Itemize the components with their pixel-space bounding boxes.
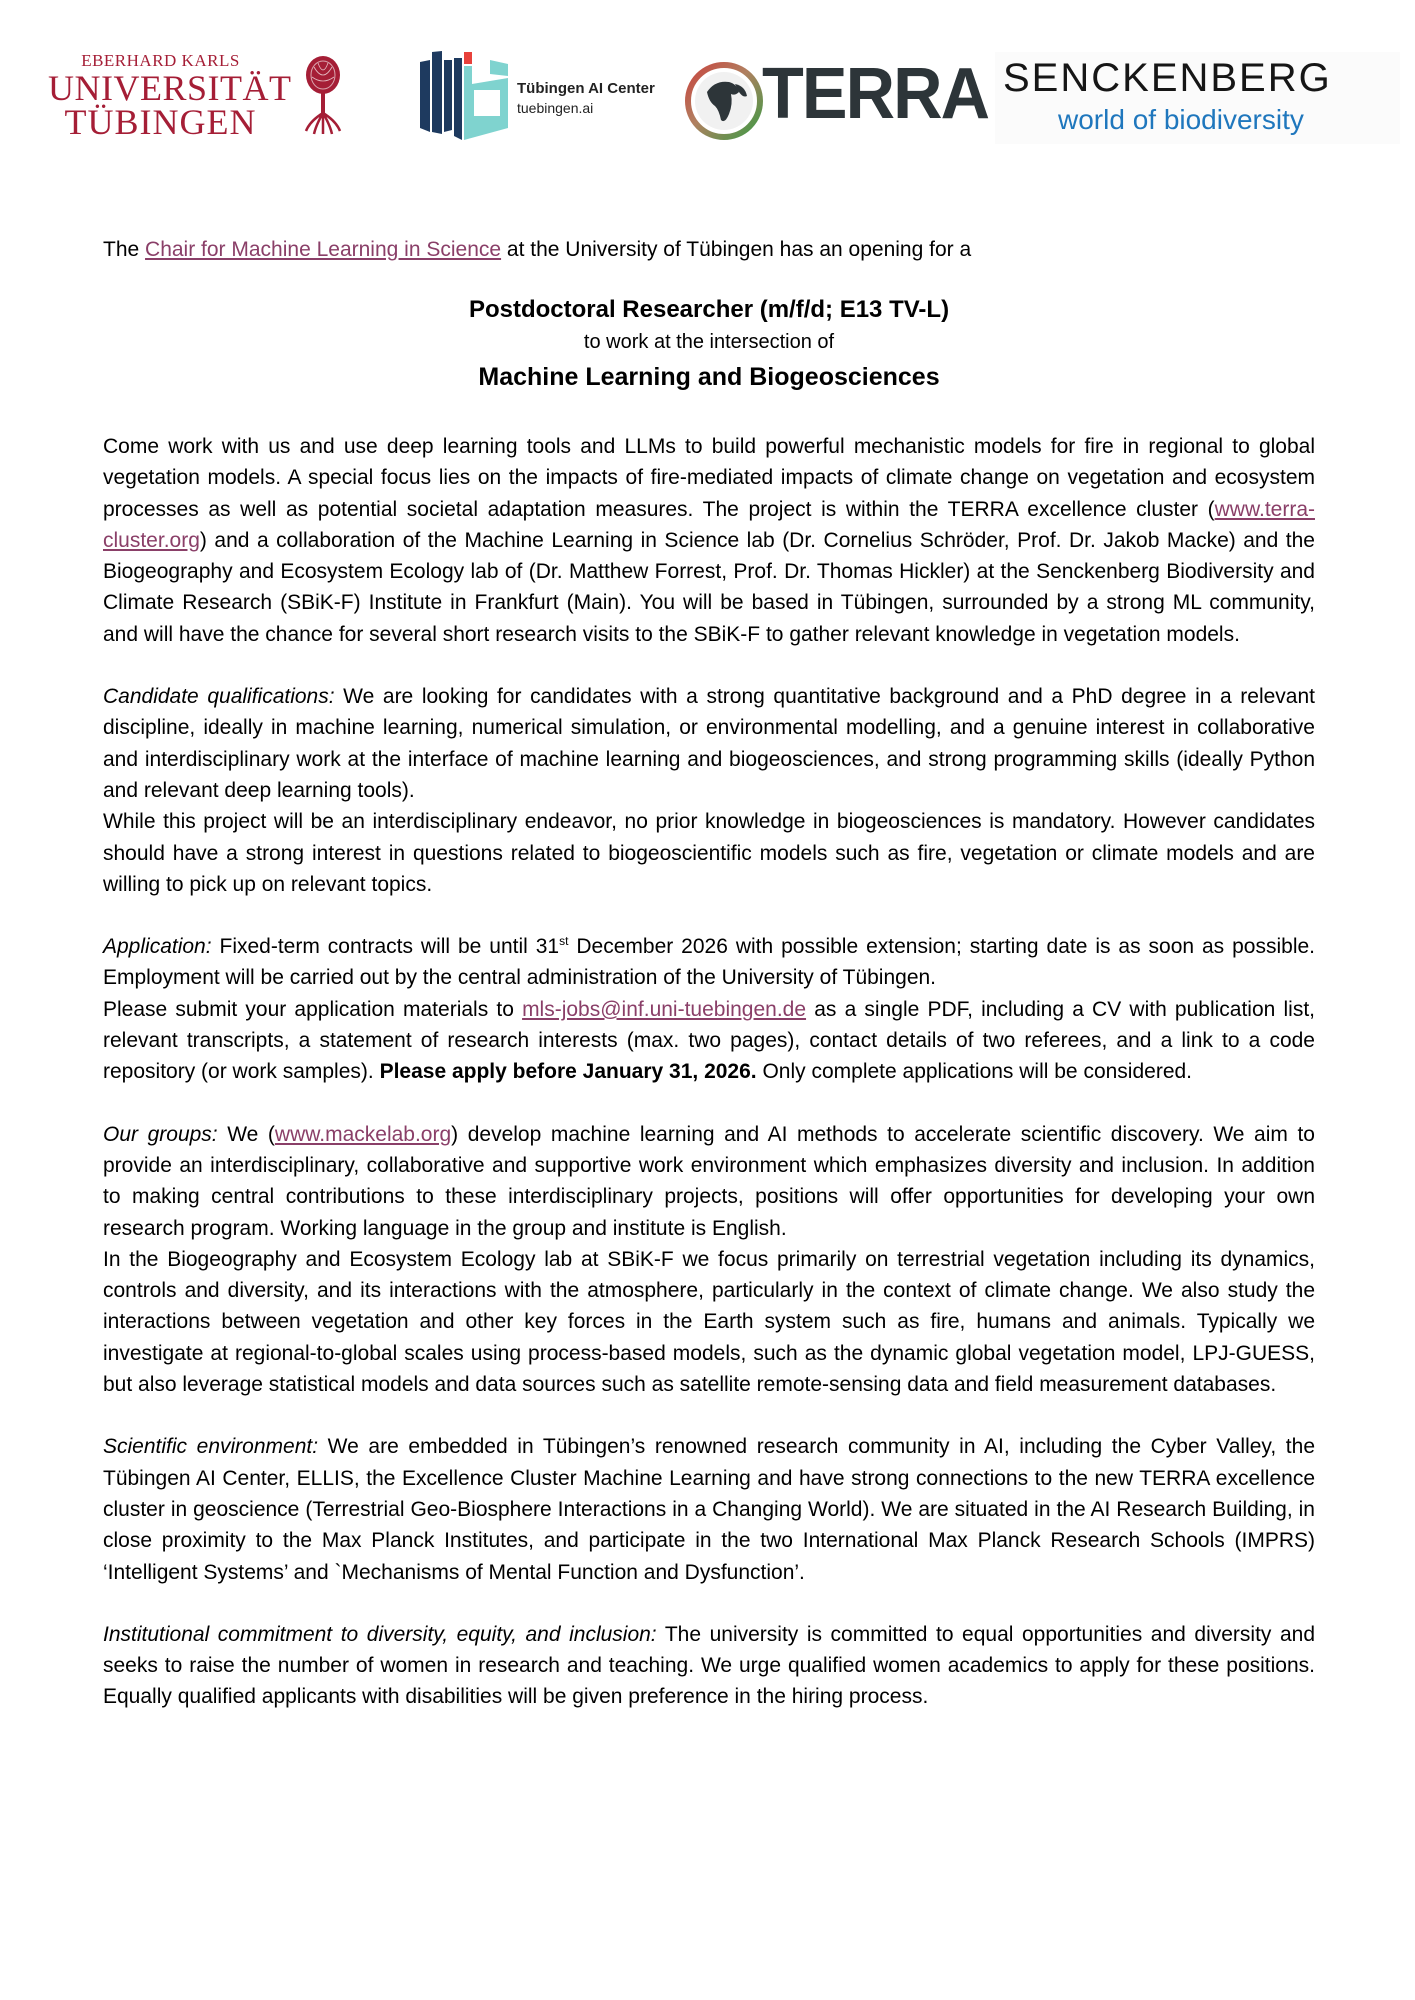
environment-text: We are embedded in Tübingen’s renowned research community in AI, including the Cyber Valley, the Tübingen AI Center, ELLIS, the Excellence Cluster Machine Learning and have strong connections to the new TERRA excellence cluster in geoscience (Terrestrial Geo-Biosphere Interactions in a Changing World). We are situated in the AI Research Building, in close proximity to the Max Planck Institutes, and participate in the two International Max Planck Research Schools (IMPRS) ‘Intelligent Systems’ and `Mechanisms of Mental Function and Dysfunction’. [103, 1435, 1316, 1584]
mackelab-link[interactable]: www.mackelab.org [274, 1122, 452, 1146]
groups-paragraph [103, 1119, 1315, 1244]
groups-text: ) develop machine learning and AI methods to accelerate scientific discovery. We aim to provide an interdisciplinary, collaborative and supportive work environment which emphasizes diversity and inclusion. In addition to making central contributions to these interdisciplinary projects, positions will offer opportunities for developing your own research program. Working language in the group and institute is English. [103, 1122, 1315, 1240]
university-logo-line2: UNIVERSITÄT [48, 68, 292, 108]
terra-wordmark: TERRA [762, 54, 989, 134]
submission-paragraph [103, 994, 1315, 1088]
groups-prefix: We ( [217, 1122, 275, 1146]
overview-text-2: ) and a collaboration of the Machine Learning in Science lab (Dr. Cornelius Schröder, Prof. Dr. Jakob Macke) and the Biogeography and Ecosystem Ecology lab of (Dr. Matthew Forrest, Prof. Dr. Thomas Hickler) at the Senckenberg Biodiversity and Climate Research (SBiK-F) Institute in Frankfurt (Main). You will be based in Tübingen, surrounded by a strong ML community, and will have the chance for several short research visits to the SBiK-F to gather relevant knowledge in vegetation models. [103, 528, 1315, 646]
intro-prefix: The [103, 238, 146, 261]
senckenberg-tagline: world of biodiversity [1058, 104, 1304, 135]
sbikf-lab-paragraph: In the Biogeography and Ecosystem Ecology lab at SBiK-F we focus primarily on terrestrial vegetation including its dynamics, controls and diversity, and its interactions with the atmosphere, particularly in the context of climate change. We also study the interactions between vegetation and other key forces in the Earth system such as fire, humans and animals. Typically we investigate at regional-to-global scales using process-based models, such as the dynamic global vegetation model, LPJ-GUESS, but also leverage statistical models and data sources such as satellite remote-sensing data and field measurement databases. [103, 1247, 1315, 1397]
submit-suffix: Only complete applications will be considered. [756, 1060, 1193, 1084]
qualifications-text: We are looking for candidates with a strong quantitative background and a PhD degree in a relevant discipline, ideally in machine learning, numerical simulation, or environmental modelling, and a genuine interest in collaborative and interdisciplinary work at the interface of machine learning and biogeosciences, and strong programming skills (ideally Python and relevant deep learning tools). [103, 685, 1315, 802]
date-ordinal: st [559, 934, 569, 949]
intro-suffix: at the University of Tübingen has an opening for a [501, 238, 972, 261]
application-deadline: Please apply before January 31, 2026. [379, 1060, 757, 1084]
position-subtitle: to work at the intersection of [583, 331, 835, 353]
submit-prefix: Please submit your application materials to [103, 997, 523, 1021]
logo-header [0, 40, 1415, 150]
diversity-label: Institutional commitment to diversity, equity, and inclusion: [103, 1622, 657, 1646]
senckenberg-logo [995, 52, 1400, 144]
intro-line [103, 236, 1315, 264]
chair-link[interactable]: Chair for Machine Learning in Science [145, 238, 502, 261]
overview-paragraph [103, 431, 1315, 650]
terra-globe-icon [685, 62, 763, 140]
university-tuebingen-logo [48, 51, 292, 142]
qualifications-paragraph-2: While this project will be an interdisciplinary endeavor, no prior knowledge in biogeosciences is mandatory. However candidates should have a strong interest in questions related to biogeoscientific models such as fire, vegetation or climate models and are willing to pick up on relevant topics. [103, 810, 1315, 896]
groups-label: Our groups: [103, 1122, 218, 1146]
title-block [103, 295, 1315, 393]
application-text-a: Fixed-term contracts will be until 31 [211, 935, 560, 959]
application-email-link[interactable]: mls-jobs@inf.uni-tuebingen.de [522, 997, 807, 1021]
application-text-b: December 2026 with possible extension; starting date is as soon as possible. Employment will be carried out by the central administration of the University of Tübingen. [103, 935, 1315, 990]
qualifications-label: Candidate qualifications: [103, 685, 335, 709]
overview-text-1: Come work with us and use deep learning tools and LLMs to build powerful mechanistic models for fire in regional to global vegetation models. A special focus lies on the impacts of fire-mediated impacts of climate change on vegetation and ecosystem processes as well as potential societal adaptation measures. The project is within the TERRA excellence cluster ( [103, 435, 1315, 521]
diversity-paragraph [103, 1619, 1315, 1713]
ai-center-url: tuebingen.ai [517, 100, 594, 116]
ai-center-label [517, 80, 655, 116]
university-logo-line3: TÜBINGEN [64, 102, 257, 142]
environment-label: Scientific environment: [103, 1435, 319, 1459]
ai-center-name: Tübingen AI Center [517, 80, 655, 97]
submit-text: as a single PDF, including a CV with publication list, relevant transcripts, a statement of research interests (max. two pages), contact details of two referees, and a link to a code repository (or work samples). [103, 997, 1315, 1084]
application-paragraph [103, 931, 1315, 994]
environment-paragraph [103, 1431, 1315, 1587]
research-field-title: Machine Learning and Biogeosciences [478, 363, 940, 391]
tuebingen-ai-center-icon [420, 50, 510, 142]
senckenberg-name: SENCKENBERG [1003, 56, 1332, 100]
application-label: Application: [103, 935, 212, 959]
diversity-text: The university is committed to equal opportunities and diversity and seeks to raise the number of women in research and teaching. We urge qualified women academics to apply for these positions. Equally qualified applicants with disabilities will be given preference in the hiring process. [103, 1622, 1316, 1709]
tree-emblem-icon [300, 55, 346, 135]
university-logo-line1: EBERHARD KARLS [81, 51, 240, 70]
qualifications-paragraph [103, 681, 1315, 806]
terra-cluster-link[interactable]: www.terra-cluster.org [103, 497, 1315, 552]
position-title: Postdoctoral Researcher (m/f/d; E13 TV-L) [468, 296, 950, 323]
job-posting [103, 236, 1315, 1713]
